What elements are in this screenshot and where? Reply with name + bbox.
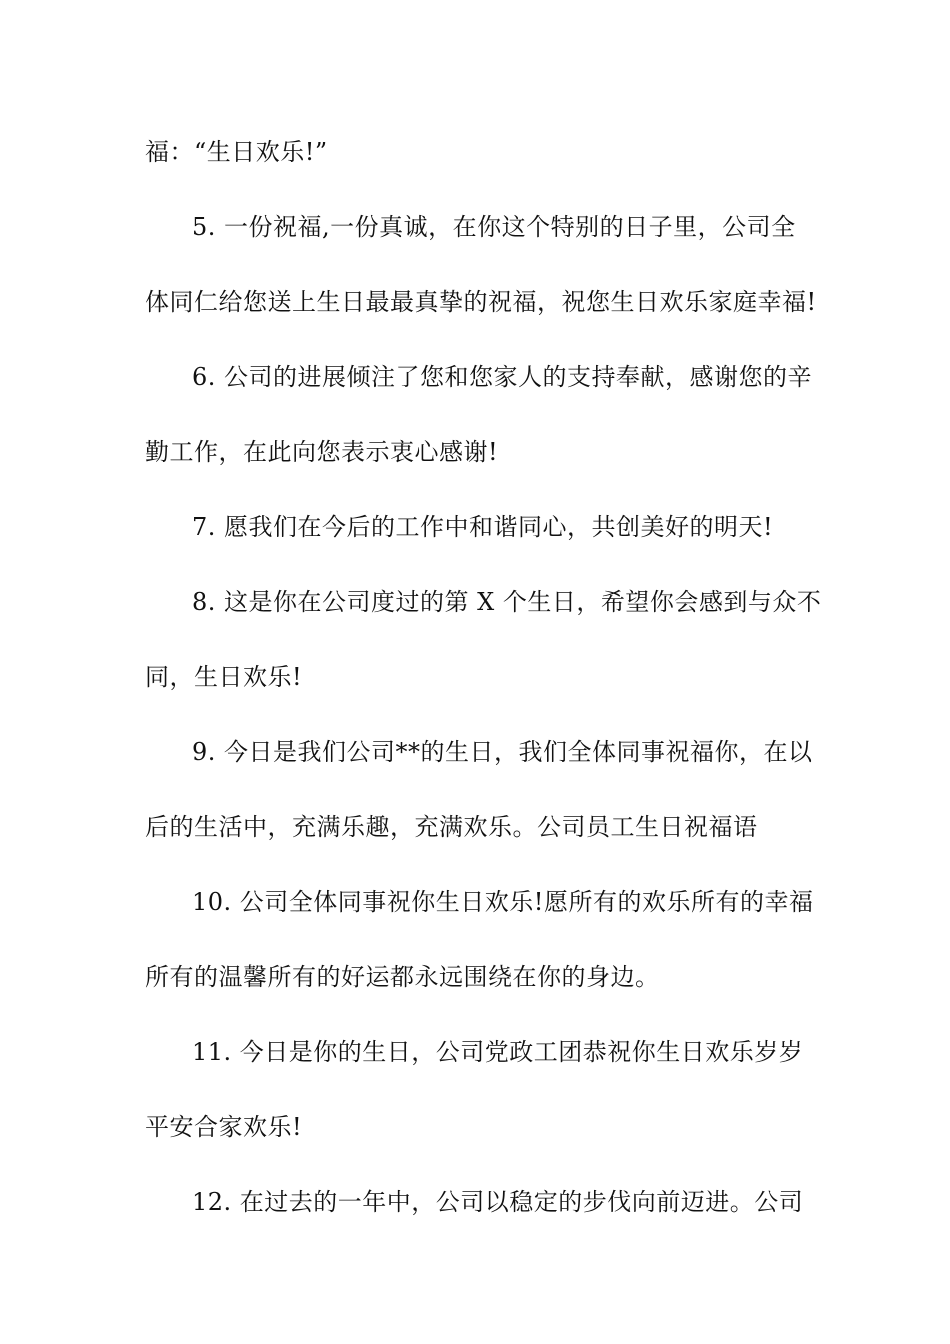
list-item-7-first-line: 7. 愿我们在今后的工作中和谐同心，共创美好的明天! — [192, 513, 774, 541]
list-item-10-first-line: 10. 公司全体同事祝你生日欢乐!愿所有的欢乐所有的幸福 — [192, 888, 814, 916]
list-item-6-first-line: 6. 公司的进展倾注了您和您家人的支持奉献，感谢您的辛 — [192, 363, 813, 391]
list-item-5-first-line: 5. 一份祝福,一份真诚，在你这个特别的日子里，公司全 — [192, 213, 796, 241]
text-line: 平安合家欢乐! — [145, 1113, 303, 1141]
text-line: 体同仁给您送上生日最最真挚的祝福，祝您生日欢乐家庭幸福! — [145, 288, 817, 316]
text-line: 所有的温馨所有的好运都永远围绕在你的身边。 — [145, 963, 660, 991]
text-line: 同，生日欢乐! — [145, 663, 303, 691]
list-item-8-first-line: 8. 这是你在公司度过的第 X 个生日，希望你会感到与众不 — [192, 588, 822, 616]
text-line: 福：“生日欢乐!” — [145, 138, 328, 166]
list-item-9-first-line: 9. 今日是我们公司**的生日，我们全体同事祝福你，在以 — [192, 738, 813, 766]
list-item-11-first-line: 11. 今日是你的生日，公司党政工团恭祝你生日欢乐岁岁 — [192, 1038, 804, 1066]
text-line: 勤工作，在此向您表示衷心感谢! — [145, 438, 499, 466]
list-item-12-first-line: 12. 在过去的一年中，公司以稳定的步伐向前迈进。公司 — [192, 1188, 804, 1216]
text-line: 后的生活中，充满乐趣，充满欢乐。公司员工生日祝福语 — [145, 813, 758, 841]
